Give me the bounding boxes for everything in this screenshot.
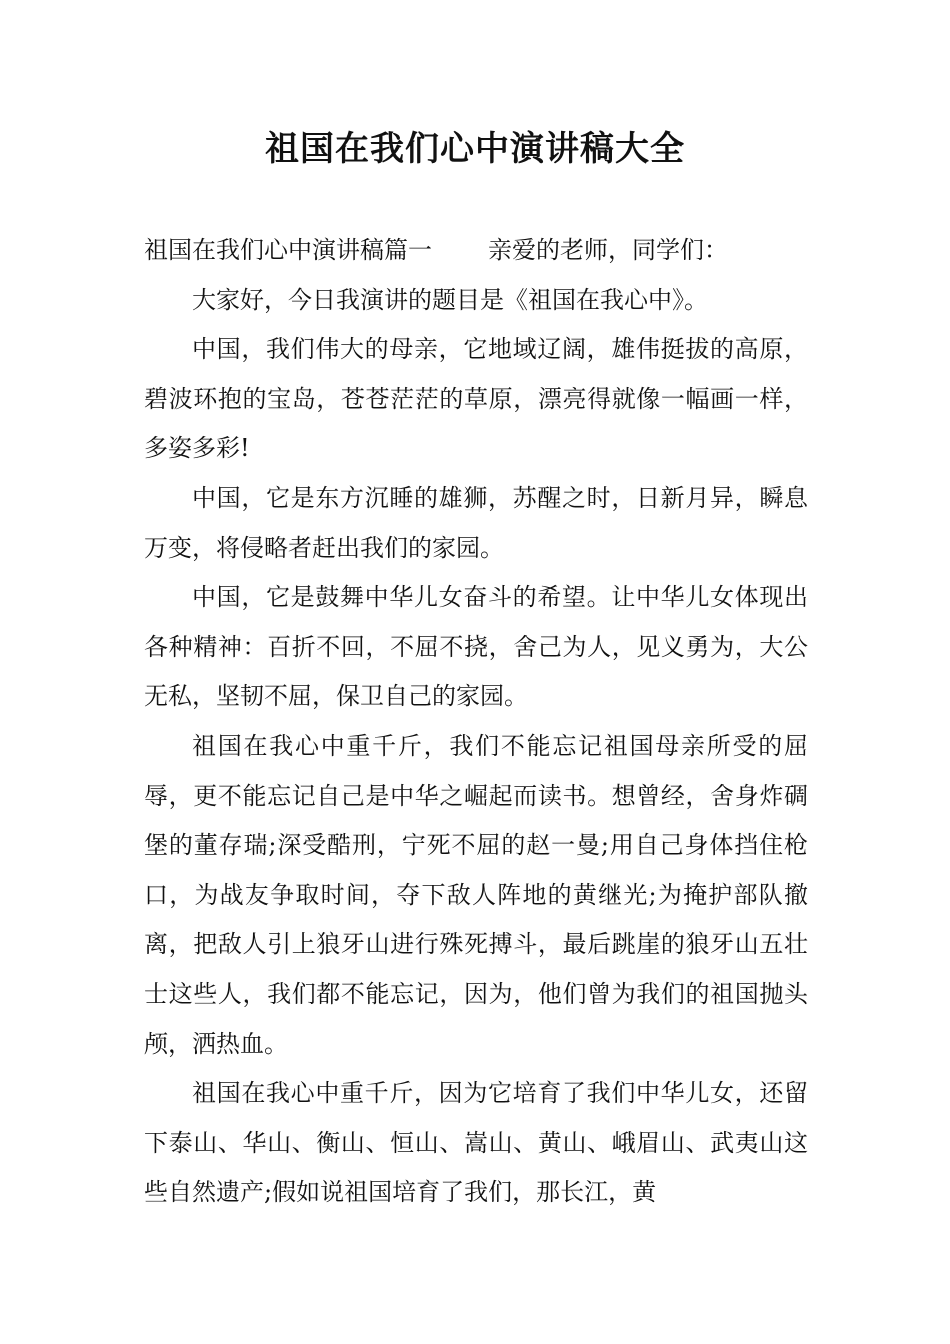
section-heading: 祖国在我们心中演讲稿篇一	[144, 236, 432, 264]
paragraph: 大家好，今日我演讲的题目是《祖国在我心中》。	[192, 285, 708, 314]
paragraph: 祖国在我心中重千斤，我们不能忘记祖国母亲所受的屈辱，更不能忘记自己是中华之崛起而读书。想曾经，舍身炸碉堡的董存瑞;深受酷刑，宁死不屈的赵一曼;用自己身体挡住枪口，为战友争取时间，夺下敌人阵地的黄继光;为掩护部队撤离，把敌人引上狼牙山进行殊死搏斗，最后跳崖的狼牙山五壮士这些人，我们都不能忘记，因为，他们曾为我们的祖国抛头颅，洒热血。	[144, 731, 808, 1058]
document-title: 祖国在我们心中演讲稿大全	[265, 129, 685, 169]
paragraph: 中国，它是东方沉睡的雄狮，苏醒之时，日新月异，瞬息万变，将侵略者赶出我们的家园。	[144, 483, 808, 562]
paragraph: 祖国在我心中重千斤，因为它培育了我们中华儿女，还留下泰山、华山、衡山、恒山、嵩山、黄山、峨眉山、武夷山这些自然遗产;假如说祖国培育了我们，那长江，黄	[144, 1079, 808, 1207]
document-body	[144, 226, 808, 1218]
opening-line	[144, 226, 808, 276]
paragraph: 中国，我们伟大的母亲，它地域辽阔，雄伟挺拔的高原，碧波环抱的宝岛，苍苍茫茫的草原，漂亮得就像一幅画一样，多姿多彩!	[144, 335, 808, 463]
paragraph: 中国，它是鼓舞中华儿女奋斗的希望。让中华儿女体现出各种精神：百折不回，不屈不挠，舍己为人，见义勇为，大公无私，坚韧不屈，保卫自己的家园。	[144, 583, 808, 711]
salutation: 亲爱的老师，同学们：	[488, 236, 728, 264]
